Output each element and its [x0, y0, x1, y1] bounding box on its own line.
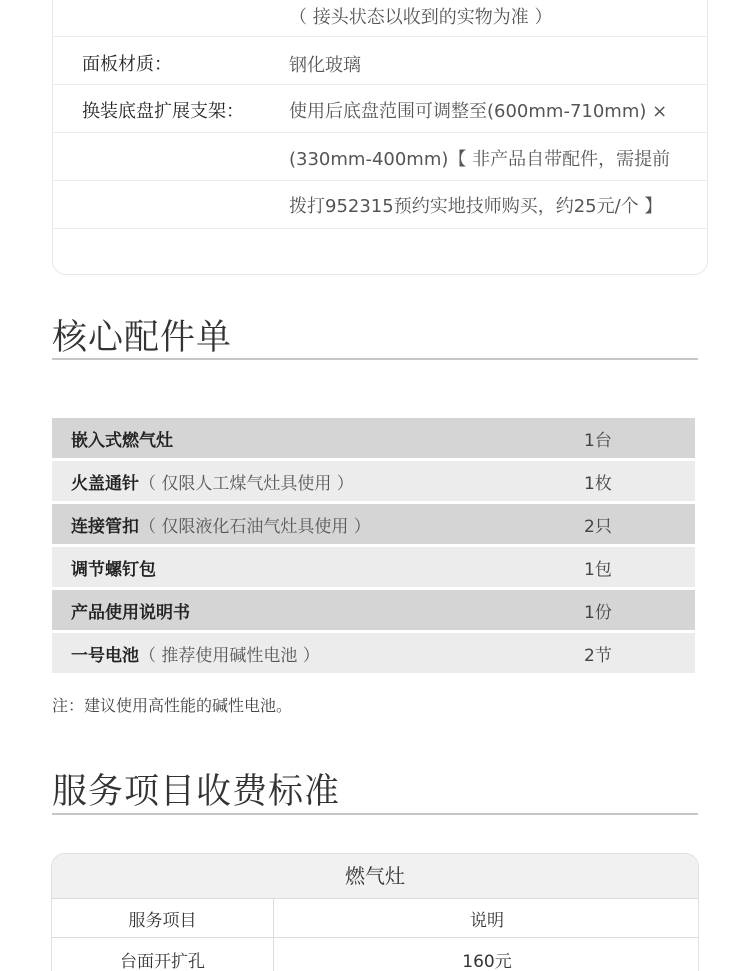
- parts-item-qty: 1枚: [584, 473, 612, 494]
- parts-item-name: 连接管扣（ 仅限液化石油气灶具使用 ）: [71, 516, 371, 537]
- parts-item-qty: 2节: [584, 645, 612, 666]
- fee-divider: [52, 937, 698, 938]
- parts-item-name: 火盖通针（ 仅限人工煤气灶具使用 ）: [71, 473, 354, 494]
- fee-table: [51, 853, 699, 971]
- parts-item-name: 调节螺钉包: [71, 559, 156, 580]
- spec-divider: [52, 228, 708, 229]
- fee-divider: [52, 898, 698, 899]
- parts-item-qty: 2只: [584, 516, 612, 537]
- spec-label-panel-material: 面板材质：: [82, 54, 172, 75]
- fee-header-item: 服务项目: [128, 911, 197, 931]
- parts-footnote: 注：建议使用高性能的碱性电池。: [52, 696, 293, 715]
- parts-item-name: 产品使用说明书: [71, 602, 190, 623]
- fee-header-desc: 说明: [470, 911, 504, 931]
- parts-item-qty: 1份: [584, 602, 612, 623]
- parts-section-rule: [52, 358, 698, 360]
- parts-row: [52, 504, 695, 544]
- spec-value-bracket-line-3: 拨打952315预约实地技师购买，约25元/个 】: [289, 196, 663, 217]
- parts-row: [52, 547, 695, 587]
- spec-divider: [52, 36, 708, 37]
- spec-value-panel-material: 钢化玻璃: [289, 55, 361, 76]
- parts-row: [52, 590, 695, 630]
- fee-row-item: 台面开扩孔: [120, 952, 205, 971]
- parts-row: [52, 633, 695, 673]
- parts-item-qty: 1台: [584, 430, 612, 451]
- spec-card: [52, 0, 708, 275]
- parts-row: [52, 418, 695, 458]
- fee-table-title: 燃气灶: [52, 854, 698, 898]
- parts-item-qty: 1包: [584, 559, 612, 580]
- service-section-rule: [52, 813, 698, 815]
- spec-value-bracket-line-2: (330mm-400mm)【 非产品自带配件，需提前: [289, 149, 671, 170]
- parts-section-title: 核心配件单: [52, 318, 233, 358]
- spec-label-bracket: 换装底盘扩展支架：: [82, 101, 244, 122]
- parts-item-name: 一号电池（ 推荐使用碱性电池 ）: [71, 645, 320, 666]
- connector-note: （ 接头状态以收到的实物为准 ）: [289, 7, 553, 28]
- parts-item-name: 嵌入式燃气灶: [71, 430, 173, 451]
- parts-row: [52, 461, 695, 501]
- spec-divider: [52, 132, 708, 133]
- spec-divider: [52, 180, 708, 181]
- fee-row-desc: 160元: [462, 952, 512, 971]
- spec-divider: [52, 84, 708, 85]
- spec-value-bracket-line-1: 使用后底盘范围可调整至(600mm-710mm) ×: [289, 101, 668, 122]
- service-section-title: 服务项目收费标准: [52, 772, 341, 812]
